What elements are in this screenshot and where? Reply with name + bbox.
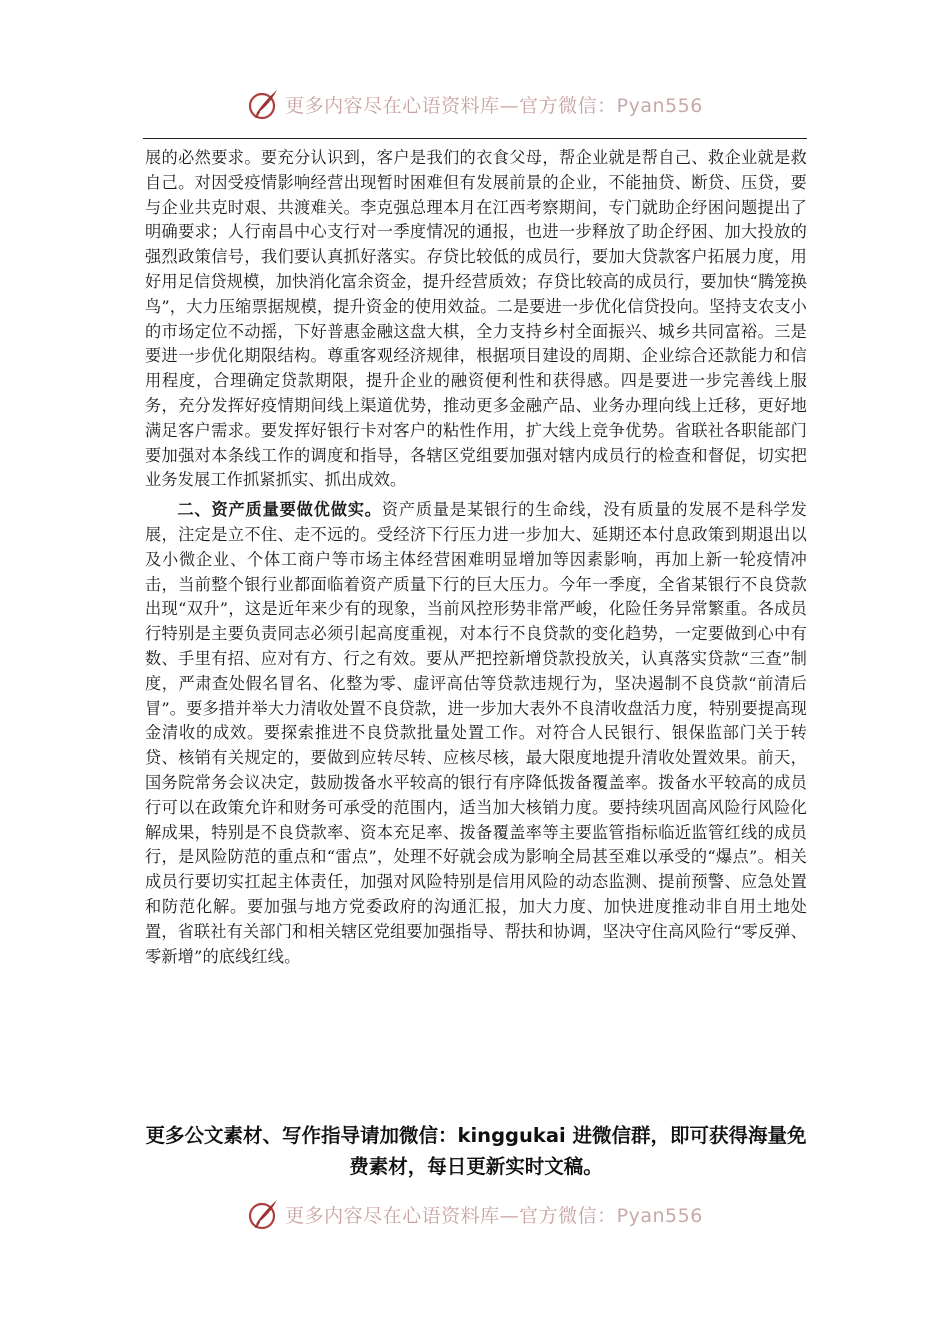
quill-pen-logo-icon <box>247 1197 281 1231</box>
footer-banner <box>0 1192 950 1236</box>
paragraph-2-text: 资产质量是某银行的生命线，没有质量的发展不是科学发展，注定是立不住、走不远的。受经济下行压力进一步加大、延期还本付息政策到期退出以及小微企业、个体工商户等市场主体经营困难明显增加等因素影响，再加上新一轮疫情冲击，当前整个银行业都面临着资产质量下行的巨大压力。今年一季度，全省某银行不良贷款出现“双升”，这是近年来少有的现象，当前风控形势非常严峻，化险任务异常繁重。各成员行特别是主要负责同志必须引起高度重视，对本行不良贷款的变化趋势，一定要做到心中有数、手里有招、应对有方、行之有效。要从严把控新增贷款投放关，认真落实贷款“三查”制度，严肃查处假名冒名、化整为零、虚评高估等贷款违规行为，坚决遏制不良贷款“前清后冒”。要多措并举大力清收处置不良贷款，进一步加大表外不良清收盘活力度，特别要提高现金清收的成效。要探索推进不良贷款批量处置工作。对符合人民银行、银保监部门关于转贷、核销有关规定的，要做到应转尽转、应核尽核，最大限度地提升清收处置效果。前天，国务院常务会议决定，鼓励拨备水平较高的银行有序降低拨备覆盖率。拨备水平较高的成员行可以在政策允许和财务可承受的范围内，适当加大核销力度。要持续巩固高风险行风险化解成果，特别是不良贷款率、资本充足率、拨备覆盖率等主要监管指标临近监管红线的成员行，是风险防范的重点和“雷点”，处理不好就会成为影响全局甚至难以承受的“爆点”。相关成员行要切实扛起主体责任，加强对风险特别是信用风险的动态监测、提前预警、应急处置和防范化解。要加强与地方党委政府的沟通汇报，加大力度、加快进度推动非自用土地处置，省联社有关部门和相关辖区党组要加强指导、帮扶和协调，坚决守住高风险行“零反弹、零新增”的底线红线。 <box>145 500 807 966</box>
paragraph-2 <box>145 498 807 969</box>
banner-text <box>285 91 703 118</box>
section-heading: 二、资产质量要做优做实。 <box>177 500 382 520</box>
promo-notice: 更多公文素材、写作指导请加微信：kinggukai 进微信群，即可获得海量免费素材，每日更新实时文稿。 <box>145 1124 807 1178</box>
paragraph-1 <box>145 146 807 493</box>
header-rule <box>143 138 807 139</box>
banner-wechat-id: Pyan556 <box>616 94 703 117</box>
banner-text <box>285 1201 703 1228</box>
banner-label: 更多内容尽在心语资料库—官方微信： <box>285 94 617 117</box>
header-banner <box>0 82 950 126</box>
banner-wechat-id: Pyan556 <box>616 1204 703 1227</box>
banner-label: 更多内容尽在心语资料库—官方微信： <box>285 1204 617 1227</box>
quill-pen-logo-icon <box>247 87 281 121</box>
paragraph-1-text: 展的必然要求。要充分认识到，客户是我们的衣食父母，帮企业就是帮自己、救企业就是救自己。对因受疫情影响经营出现暂时困难但有发展前景的企业，不能抽贷、断贷、压贷，要与企业共克时艰、共渡难关。李克强总理本月在江西考察期间，专门就助企纾困问题提出了明确要求；人行南昌中心支行对一季度情况的通报，也进一步释放了助企纾困、加大投放的强烈政策信号，我们要认真抓好落实。存贷比较低的成员行，要加大贷款客户拓展力度，用好用足信贷规模，加快消化富余资金，提升经营质效；存贷比较高的成员行，要加快“腾笼换鸟”，大力压缩票据规模，提升资金的使用效益。二是要进一步优化信贷投向。坚持支农支小的市场定位不动摇，下好普惠金融这盘大棋，全力支持乡村全面振兴、城乡共同富裕。三是要进一步优化期限结构。尊重客观经济规律，根据项目建设的周期、企业综合还款能力和信用程度，合理确定贷款期限，提升企业的融资便利性和获得感。四是要进一步完善线上服务，充分发挥好疫情期间线上渠道优势，推动更多金融产品、业务办理向线上迁移，更好地满足客户需求。要发挥好银行卡对客户的粘性作用，扩大线上竞争优势。省联社各职能部门要加强对本条线工作的调度和指导，各辖区党组要加强对辖内成员行的检查和督促，切实把业务发展工作抓紧抓实、抓出成效。 <box>145 148 807 490</box>
document-body <box>145 146 807 969</box>
